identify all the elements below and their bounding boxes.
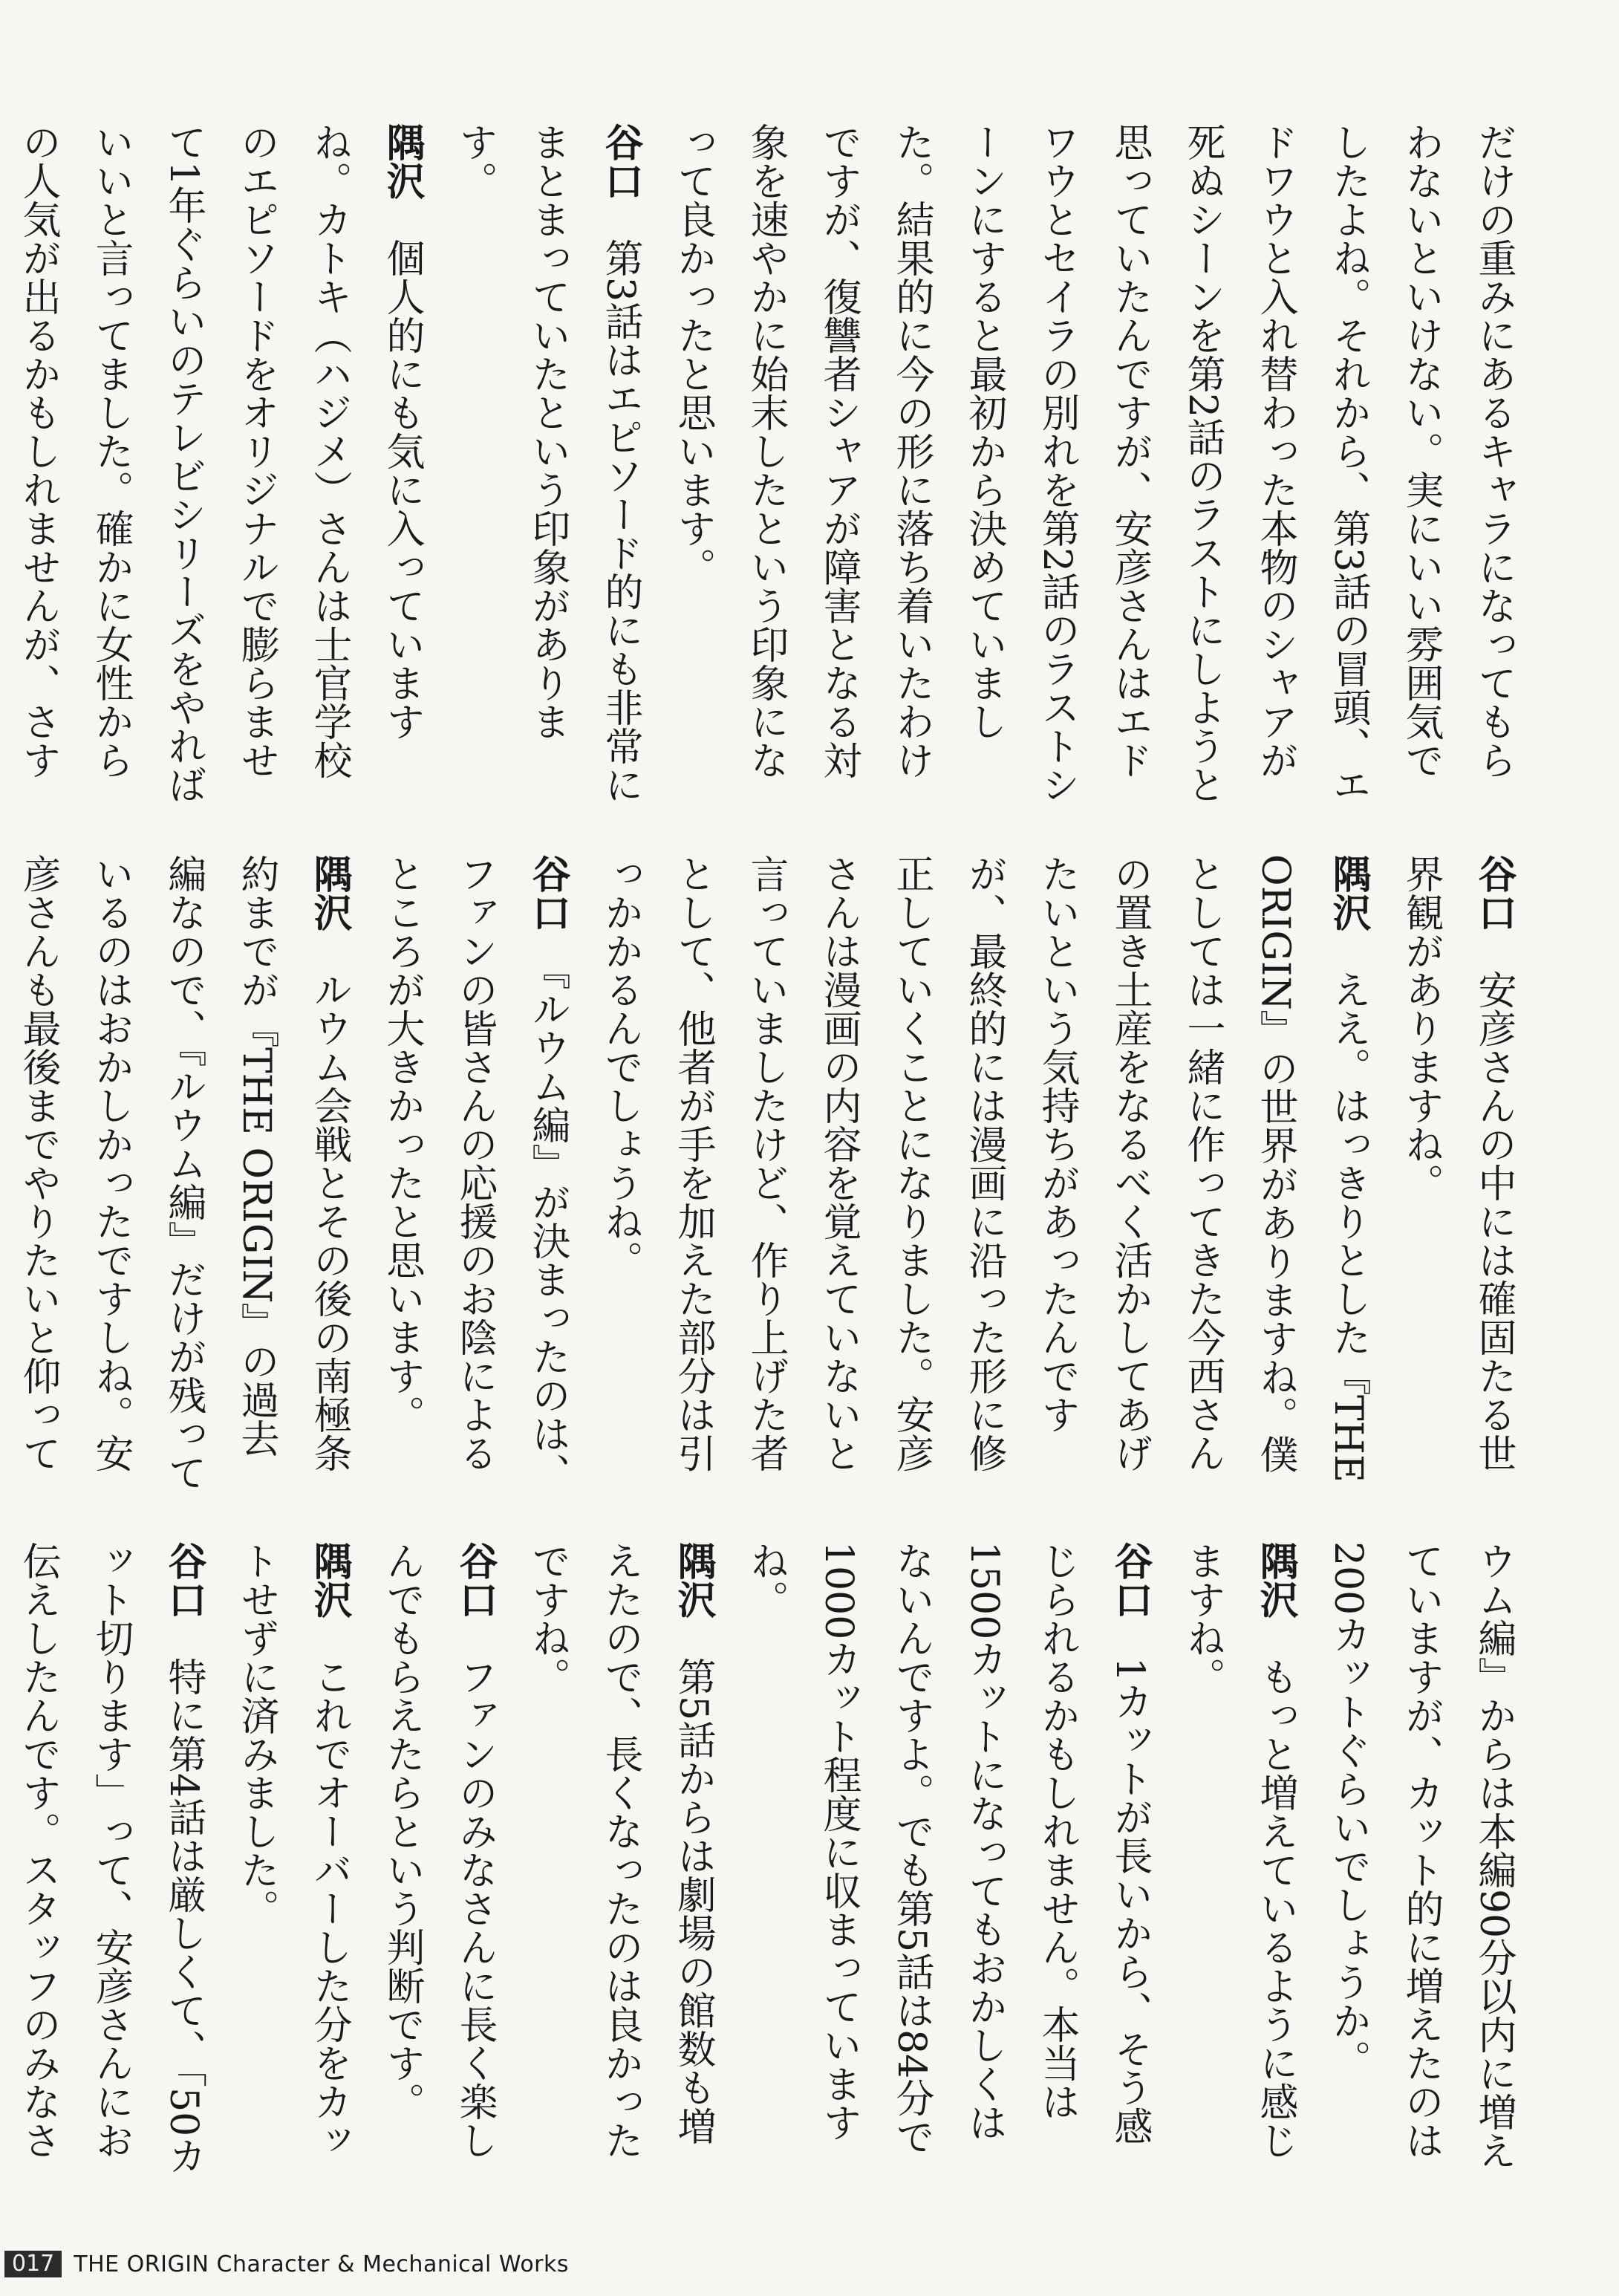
dialogue-text: 特に第4話は厳しくて、「50カット切ります」って、安彦さんにお伝えしたんです。スタッフのみなさ [16, 1541, 206, 2176]
dialogue-paragraph [1166, 1541, 1312, 2180]
speaker-name: 隅沢 [307, 854, 351, 931]
dialogue-text: 1カットが長いから、そう感じられるかもしれません。本当は1500カットになってもおかしくはないんですよ。でも第5話は84分で1000カット程度に収まっていますね。 [743, 1541, 1152, 2156]
dialogue-paragraph [1312, 1541, 1530, 2180]
speaker-name: 谷口 [525, 854, 570, 931]
dialogue-text: もっと増えているように感じますね。 [1180, 1541, 1297, 2159]
dialogue-paragraph [0, 854, 365, 1493]
dialogue-text: だけの重みにあるキャラになってもらわないといけない。実にいい雰囲気でしたよね。それから、第3話の冒頭、エドワウと入れ替わった本物のシャアが死ぬシーンを第2話のラストにしようと思っていたんですが、安彦さんはエドワウとセイラの別れを第2話のラストシーンにすると最初から決めていました。結果的に今の形に落ち着いたわけですが、復讐者シャアが障害となる対象を速やかに始末したという印象になって良かったと思います。 [671, 123, 1516, 804]
upper-text-block [16, 123, 1530, 810]
dialogue-paragraph [511, 1541, 729, 2180]
speaker-name: 隅沢 [1253, 1541, 1297, 1619]
dialogue-paragraph [584, 854, 1384, 1493]
speaker-name: 隅沢 [307, 1541, 351, 1619]
dialogue-paragraph [1384, 854, 1530, 1493]
running-title: THE ORIGIN Character & Mechanical Works [74, 2251, 570, 2277]
speaker-name: 隅沢 [379, 123, 424, 200]
dialogue-text: 第3話はエピソード的にも非常にまとまっていたという印象があります。 [452, 123, 642, 804]
dialogue-paragraph [365, 854, 584, 1493]
dialogue-paragraph [0, 1541, 220, 2180]
dialogue-paragraph [0, 123, 438, 810]
middle-text-block [16, 854, 1530, 1493]
dialogue-paragraph [365, 1541, 511, 2180]
speaker-name: 谷口 [1471, 854, 1516, 931]
dialogue-paragraph [438, 123, 657, 810]
page-number: 017 [4, 2251, 62, 2277]
speaker-name: 谷口 [598, 123, 642, 200]
dialogue-paragraph [657, 123, 1530, 810]
page-footer [0, 2251, 1619, 2277]
lower-text-block [16, 1541, 1530, 2180]
speaker-name: 隅沢 [671, 1541, 715, 1619]
speaker-name: 谷口 [452, 1541, 497, 1619]
dialogue-paragraph [220, 1541, 365, 2180]
speaker-name: 隅沢 [1326, 854, 1370, 931]
dialogue-paragraph [729, 1541, 1166, 2180]
dialogue-text: 第5話からは劇場の館数も増えたので、長くなったのは良かったですね。 [525, 1541, 715, 2159]
dialogue-text: ファンのみなさんに長く楽しんでもらえたらという判断です。 [379, 1541, 497, 2159]
dialogue-text: これでオーバーした分をカットせずに済みました。 [234, 1541, 351, 2159]
dialogue-text: 安彦さんの中には確固たる世界観がありますね。 [1398, 854, 1516, 1472]
dialogue-text: ええ。はっきりとした『THE ORIGIN』の世界がありますね。僕としては一緒に作ってきた今西さんの置き土産をなるべく活かしてあげたいという気持ちがあったんですが、最終的には漫画に沿った形に修正していくことになりました。安彦さんは漫画の内容を覚えていないと言っていましたけど、作り上げた者として、他者が手を加えた部分は引っかかるんでしょうね。 [598, 854, 1370, 1483]
dialogue-text: 個人的にも気に入っていますね。カトキ（ハジメ）さんは士官学校のエピソードをオリジナルで膨らませて1年ぐらいのテレビシリーズをやればいいと言ってました。確かに女性からの人気が出るかもしれませんが、さす [16, 123, 424, 804]
speaker-name: 谷口 [161, 1541, 206, 1619]
dialogue-text: 『ルウム編』が決まったのは、ファンの皆さんの応援のお陰によるところが大きかったと思います。 [379, 854, 570, 1492]
speaker-name: 谷口 [1107, 1541, 1152, 1619]
dialogue-text: ウム編』からは本編90分以内に増えていますが、カット的に増えたのは200カットぐらいでしょうか。 [1326, 1541, 1516, 2170]
dialogue-text: ルウム会戦とその後の南極条約までが『THE ORIGIN』の過去編なので、『ルウム編』だけが残っているのはおかしかったですしね。安彦さんも最後までやりたいと仰って [16, 854, 351, 1492]
